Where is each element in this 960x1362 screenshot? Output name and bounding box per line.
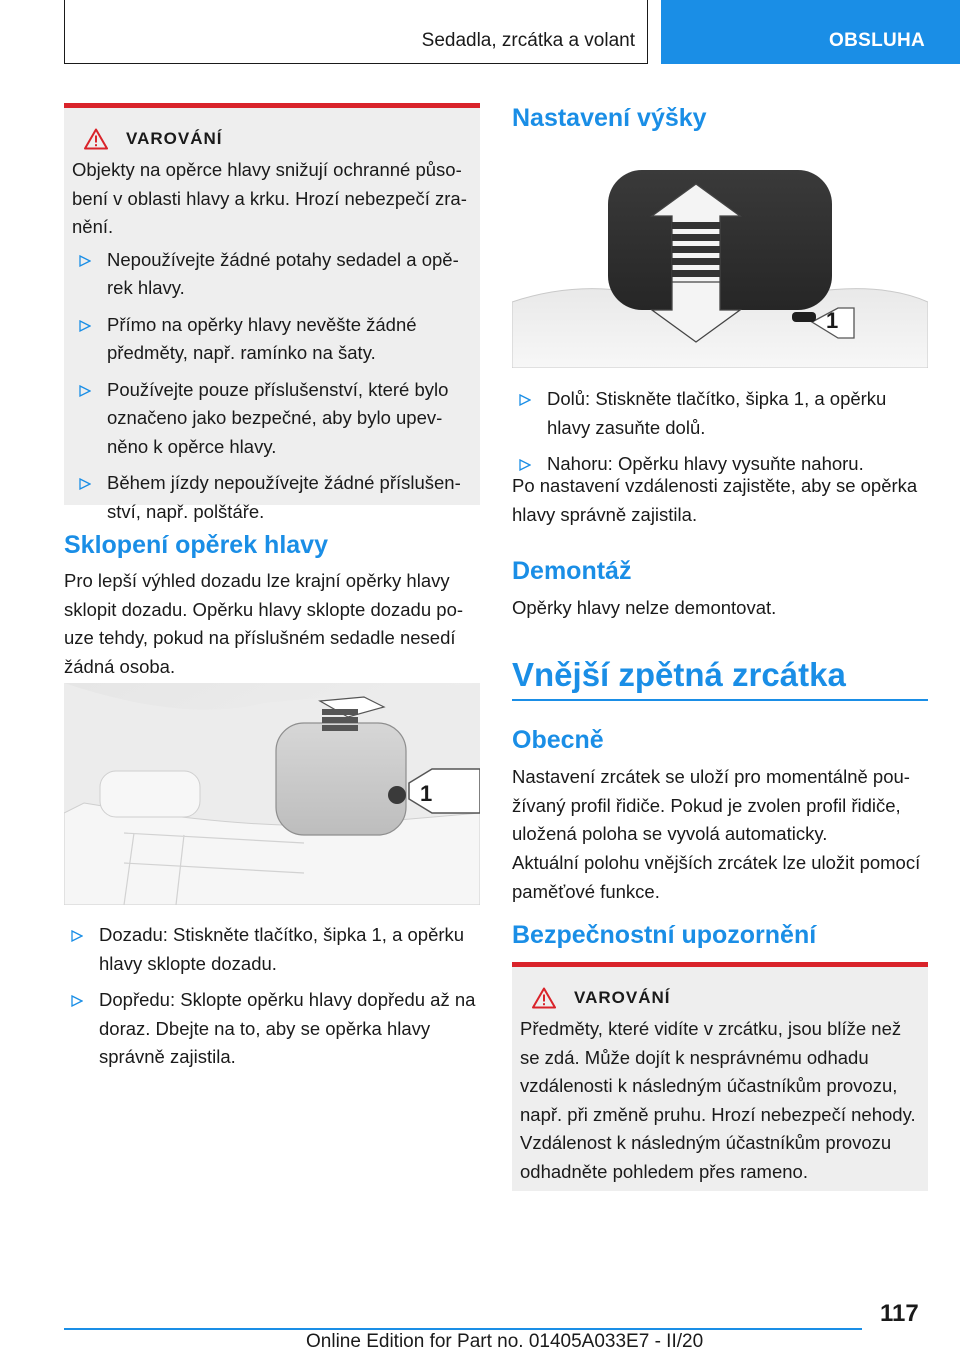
warning-text: Objekty na opěrce hlavy snižují ochranné působení v oblasti hlavy a krku. Hrozí nebezpečí zranění. bbox=[72, 159, 467, 237]
list-item-text: Používejte pouze příslušenství, které bylo označeno jako bezpečné, aby bylo upevněno k opěrce hlavy. bbox=[107, 378, 449, 457]
figure-headrest-fold bbox=[64, 683, 480, 905]
warning-triangle-icon bbox=[84, 128, 108, 150]
list-item-text: Nepoužívejte žádné potahy sedadel a opěrek hlavy. bbox=[107, 248, 459, 298]
warning-box-headrest bbox=[64, 103, 480, 522]
general-heading: Obecně bbox=[512, 726, 604, 754]
footer-edition: Online Edition for Part no. 01405A033E7 - II/20 bbox=[306, 1331, 704, 1352]
list-item-text: Nahoru: Opěrku hlavy vysuňte nahoru. bbox=[547, 453, 864, 474]
bullet-triangle-icon bbox=[79, 478, 91, 490]
height-heading: Nastavení výšky bbox=[512, 104, 707, 132]
headrest-height-illustration bbox=[512, 162, 928, 368]
figure-headrest-height bbox=[512, 162, 928, 368]
warning-list bbox=[72, 246, 472, 527]
removal-text: Opěrky hlavy nelze demontovat. bbox=[512, 597, 777, 618]
warning-header bbox=[532, 987, 920, 1009]
fold-list bbox=[64, 921, 480, 1080]
list-item bbox=[64, 986, 480, 1072]
list-item bbox=[512, 385, 928, 442]
mirrors-heading: Vnější zpětná zrcátka bbox=[512, 656, 846, 693]
list-item-text: Během jízdy nepoužívejte žádné příslušenství, např. polštáře. bbox=[107, 472, 461, 522]
bullet-triangle-icon bbox=[71, 930, 83, 942]
headrest-fold-illustration bbox=[64, 683, 480, 905]
bullet-triangle-icon bbox=[79, 385, 91, 397]
warning-triangle-icon bbox=[532, 987, 556, 1009]
list-item bbox=[72, 376, 472, 462]
removal-heading: Demontáž bbox=[512, 557, 632, 585]
general-text-1: Nastavení zrcátek se uloží pro momentálně používaný profil řidiče. Pokud je zvolen profil řidiče, uložená poloha se vyvolá automaticky. bbox=[512, 766, 910, 844]
list-item-text: Dozadu: Stiskněte tlačítko, šipka 1, a opěrku hlavy sklopte dozadu. bbox=[99, 924, 465, 974]
list-item bbox=[64, 921, 480, 978]
figure-callout-number: 1 bbox=[420, 781, 433, 806]
warning-label: VAROVÁNÍ bbox=[574, 988, 671, 1007]
page-number: 117 bbox=[880, 1300, 919, 1327]
bullet-triangle-icon bbox=[71, 995, 83, 1007]
list-item bbox=[72, 311, 472, 368]
header-section-box bbox=[64, 0, 648, 64]
footer-divider bbox=[64, 1328, 862, 1330]
height-text: Po nastavení vzdálenosti zajistěte, aby se opěrka hlavy správně zajistila. bbox=[512, 475, 918, 525]
bullet-triangle-icon bbox=[79, 255, 91, 267]
warning-box-mirrors bbox=[512, 962, 928, 1191]
warning-label: VAROVÁNÍ bbox=[126, 129, 223, 148]
fold-text: Pro lepší výhled dozadu lze krajní opěrky hlavy sklopit dozadu. Opěrku hlavy sklopte dozadu pouze tehdy, pokud na příslušném sedadle nesedí žádná osoba. bbox=[64, 570, 464, 677]
bullet-triangle-icon bbox=[79, 320, 91, 332]
list-item bbox=[72, 246, 472, 303]
chapter-tab bbox=[661, 0, 960, 64]
figure-callout-number: 1 bbox=[826, 308, 839, 333]
bullet-triangle-icon bbox=[519, 394, 531, 406]
list-item bbox=[72, 469, 472, 526]
general-text-2: Aktuální polohu vnějších zrcátek lze uložit pomocí paměťové funkce. bbox=[512, 852, 921, 902]
list-item-text: Přímo na opěrky hlavy nevěšte žádné předměty, např. ramínko na šaty. bbox=[107, 313, 417, 363]
list-item-text: Dolů: Stiskněte tlačítko, šipka 1, a opěrku hlavy zasuňte dolů. bbox=[547, 388, 887, 438]
bullet-triangle-icon bbox=[519, 459, 531, 471]
warning-header bbox=[84, 128, 472, 150]
safety-heading: Bezpečnostní upozornění bbox=[512, 921, 817, 949]
fold-heading: Sklopení opěrek hlavy bbox=[64, 531, 328, 559]
chapter-tab-label: OBSLUHA bbox=[829, 30, 926, 51]
section-title: Sedadla, zrcátka a volant bbox=[421, 30, 635, 51]
warning-text: Předměty, které vidíte v zrcátku, jsou blíže než se zdá. Může dojít k nesprávnému odhadu vzdálenosti k následným účastníkům provozu, např. při změně pruhu. Hrozí nebezpečí nehody. Vzdálenost k následným účastníkům provozu odhadněte pohledem přes rameno. bbox=[520, 1018, 916, 1182]
section-divider bbox=[512, 699, 928, 701]
list-item-text: Dopředu: Sklopte opěrku hlavy dopředu až na doraz. Dbejte na to, aby se opěrka hlavy správně zajistila. bbox=[99, 989, 476, 1067]
